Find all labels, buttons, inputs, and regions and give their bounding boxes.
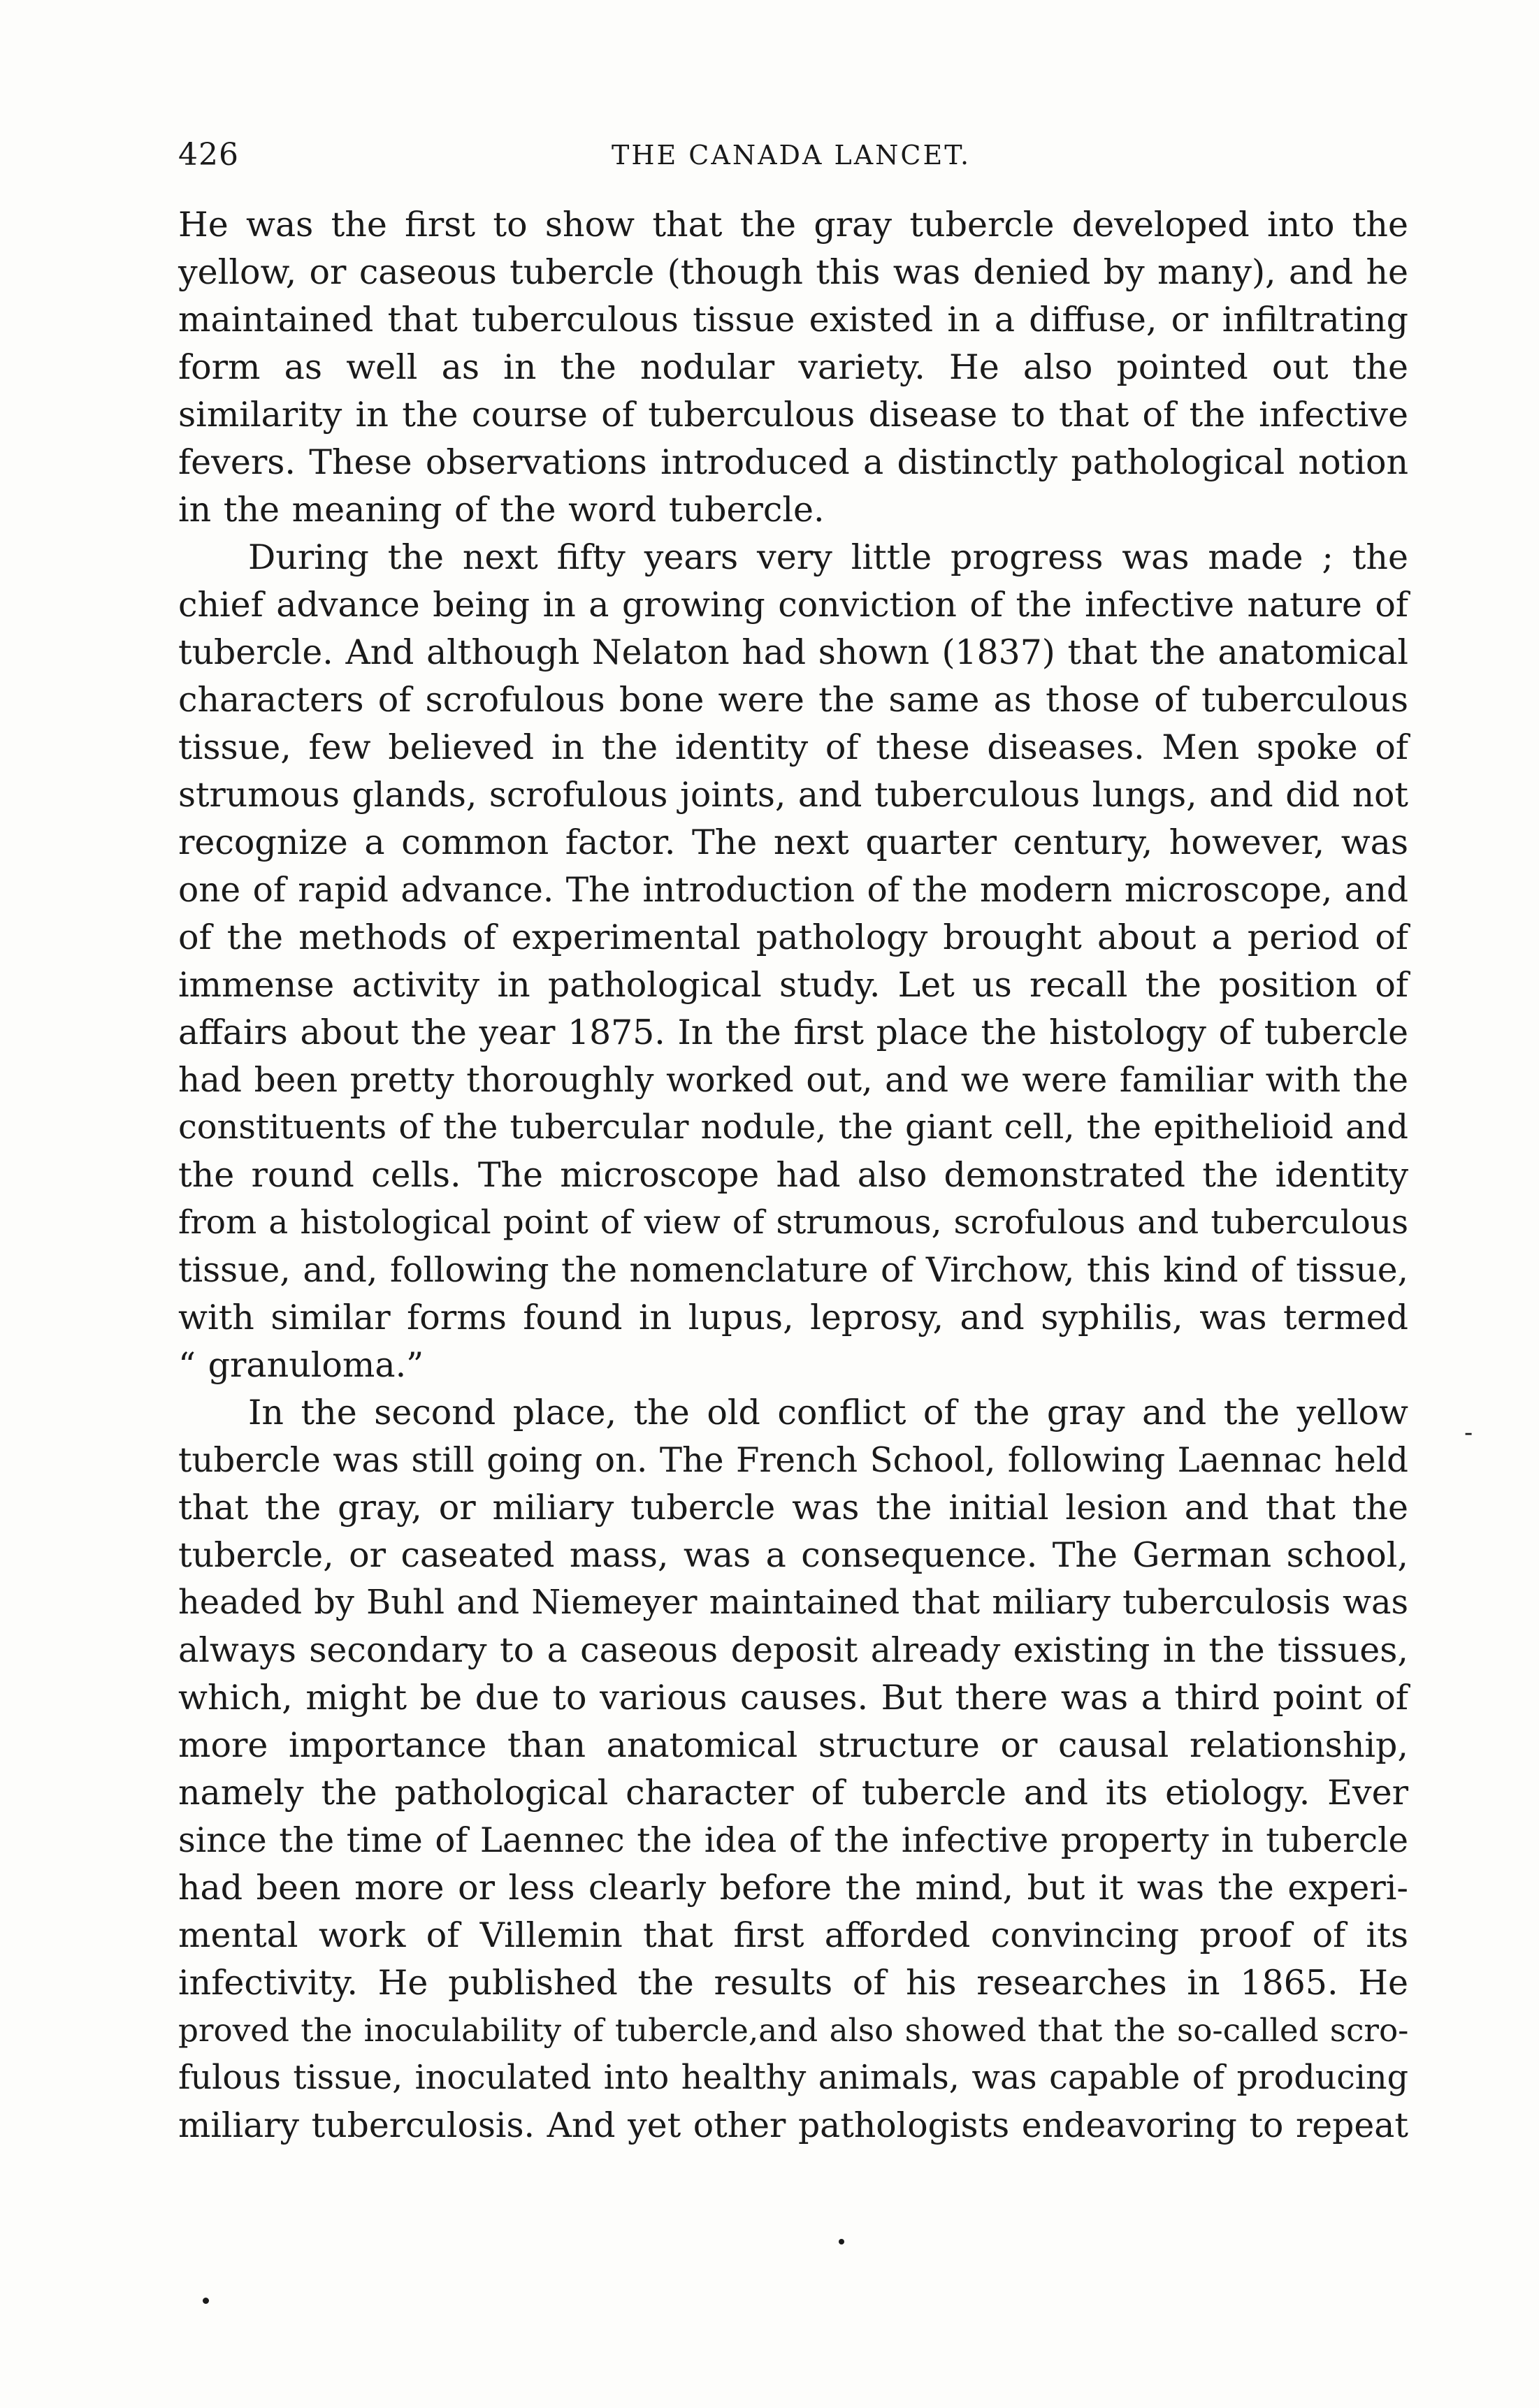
text-line: always secondary to a caseous deposit already existing in the tissues, [178, 1630, 1408, 1670]
text-line: fulous tissue, inoculated into healthy animals, was capable of producing [178, 2059, 1408, 2097]
text-line: tissue, and, following the nomenclature of Virchow, this kind of tissue, [178, 1251, 1408, 1290]
text-line: of the methods of experimental pathology brought about a period of [178, 917, 1408, 957]
text-line: more importance than anatomical structure or causal relationship, [178, 1725, 1408, 1765]
text-line: He was the first to show that the gray tubercle developed into the [178, 205, 1408, 245]
text-line: that the gray, or miliary tubercle was the initial lesion and that the [178, 1488, 1408, 1528]
text-line: affairs about the year 1875. In the first place the histology of tubercle [178, 1013, 1408, 1052]
text-line: namely the pathological character of tubercle and its etiology. Ever [178, 1773, 1408, 1813]
text-line: which, might be due to various causes. But there was a third point of [178, 1678, 1408, 1718]
text-line: had been more or less clearly before the mind, but it was the experi- [178, 1868, 1408, 1908]
text-line: yellow, or caseous tubercle (though this was denied by many), and he [178, 252, 1408, 292]
page-header [178, 137, 1408, 182]
text-line: mental work of Villemin that first afforded convincing proof of its [178, 1915, 1408, 1955]
text-line: similarity in the course of tuberculous disease to that of the infective [178, 395, 1408, 435]
text-line: immense activity in pathological study. Let us recall the position of [178, 965, 1408, 1005]
text-line: tubercle was still going on. The French School, following Laennac held [178, 1441, 1408, 1480]
text-line: maintained that tuberculous tissue existed in a diffuse, or infiltrating [178, 300, 1408, 340]
text-line: strumous glands, scrofulous joints, and tuberculous lungs, and did not [178, 776, 1408, 815]
margin-mark: - [1464, 1419, 1473, 1447]
text-line: form as well as in the nodular variety. He also pointed out the [178, 347, 1408, 387]
text-line: characters of scrofulous bone were the same as those of tuberculous [178, 680, 1408, 720]
text-line: tissue, few believed in the identity of these diseases. Men spoke of [178, 727, 1408, 767]
text-line: chief advance being in a growing conviction of the infective nature of [178, 585, 1408, 625]
text-line: recognize a common factor. The next quarter century, however, was [178, 822, 1408, 862]
text-line: had been pretty thoroughly worked out, and we were familiar with the [178, 1061, 1408, 1100]
running-head: THE CANADA LANCET. [612, 140, 971, 171]
body-text [178, 201, 1408, 2149]
paragraph-start-line: In the second place, the old conflict of the gray and the yellow [248, 1393, 1408, 1433]
text-line: miliary tuberculosis. And yet other pathologists endeavoring to repeat [178, 2105, 1408, 2145]
text-line: “ granuloma.” [178, 1345, 424, 1385]
text-line: since the time of Laennec the idea of the infective property in tubercle [178, 1821, 1408, 1860]
text-line: tubercle, or caseated mass, was a consequence. The German school, [178, 1535, 1408, 1575]
text-line: constituents of the tubercular nodule, the giant cell, the epithelioid and [178, 1108, 1408, 1147]
page-number: 426 [178, 137, 239, 173]
text-line: from a histological point of view of strumous, scrofulous and tuberculous [178, 1204, 1408, 1242]
text-line: with similar forms found in lupus, leprosy, and syphilis, was termed [178, 1298, 1408, 1337]
paragraph-start-line: During the next fifty years very little progress was made ; the [248, 537, 1408, 577]
ink-speck [203, 2298, 209, 2304]
text-line: the round cells. The microscope had also demonstrated the identity [178, 1155, 1408, 1195]
text-line: headed by Buhl and Niemeyer maintained that miliary tuberculosis was [178, 1583, 1408, 1622]
text-line: in the meaning of the word tubercle. [178, 490, 825, 530]
text-line: one of rapid advance. The introduction of the modern microscope, and [178, 871, 1408, 910]
text-line: infectivity. He published the results of his researches in 1865. He [178, 1963, 1408, 2003]
ink-speck [839, 2239, 844, 2244]
text-line: fevers. These observations introduced a distinctly pathological notion [178, 442, 1408, 482]
text-line: proved the inoculability of tubercle,and also showed that the so-called scro- [178, 2012, 1409, 2049]
text-line: tubercle. And although Nelaton had shown (1837) that the anatomical [178, 632, 1408, 672]
